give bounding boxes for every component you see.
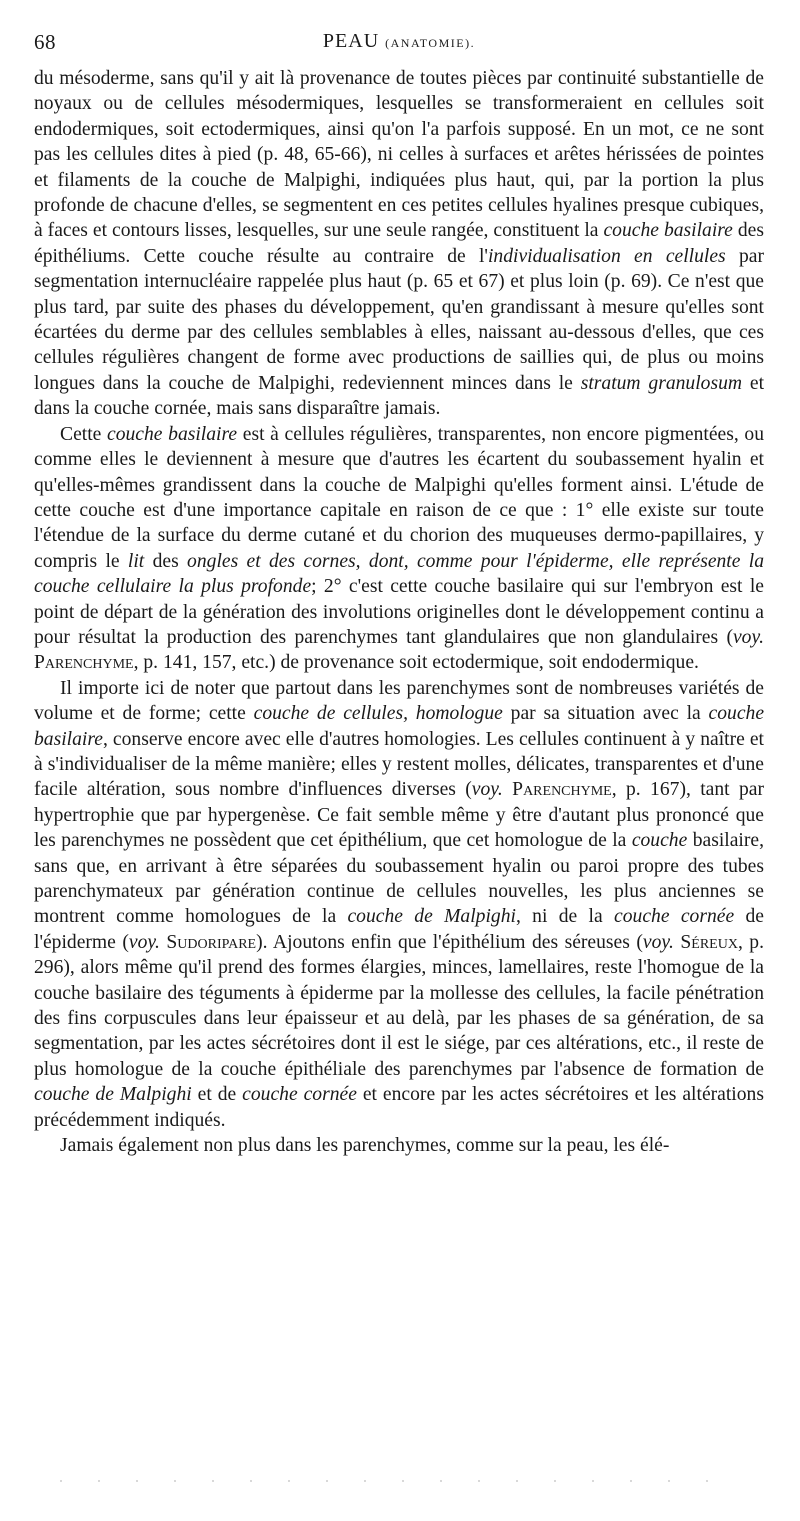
text-run: est à cellules régulières, transparentes, non encore pigmentées, ou comme elles le deviennent à mesure que d'autres les écartent du soubassement hyalin et qu'elles-mêmes grandissent dans la couche de Malpighi qu'elles forment ainsi. L'étude de cette couche est d'une importance capitale en raison de ce que : 1° elle existe sur toute l'étendue de la surface du derme cutané et du chorion des muqueuses dermo-papillaires, y compris le <box>34 423 765 572</box>
italic-run: couche basilaire <box>107 423 238 445</box>
running-subtitle: (ANATOMIE). <box>385 36 476 50</box>
text-run: par segmentation internucléaire rappelée plus haut (p. 65 et 67) et plus loin (p. 69). Ce n'est que plus tard, par suite des phases du développement, qu'en grandissant à mesure qu'elles sont écartées du derme par des cellules semblables à elles, naissant au-dessous d'elles, que ces cellules régulières changent de forme avec productions de saillies qui, de plus ou moins longues dans la couche de Malpighi, redeviennent minces dans le <box>34 245 764 394</box>
text-run: et de <box>191 1084 243 1106</box>
italic-run: couche de Malpighi <box>347 906 516 928</box>
italic-run: couche basilaire <box>603 220 733 242</box>
text-run: Il importe ici de noter que partout dans les parenchymes sont de nombreuses variétés de volume et de forme; cette <box>34 677 764 725</box>
text-run: , ni de la <box>515 906 615 928</box>
small-caps-run: Parenchyme <box>512 779 612 801</box>
text-run: , p. 167), tant par hypertrophie que par hypergenèse. Ce fait semble même y être d'autant plus prononcé que les parenchymes ne possèdent que cet épithélium, que cet homologue de la <box>34 779 764 852</box>
running-title: PEAU <box>322 30 380 52</box>
italic-run: lit <box>127 550 145 572</box>
text-run: , conserve encore avec elle d'autres homologies. Les cellules continuent à y naître et à s'individualiser de la même manière; elles y restent molles, délicates, transparentes et d'une facile altération, sous nombre d'influences diverses ( <box>34 728 764 801</box>
italic-run: couche de cellules, homologue <box>253 703 503 725</box>
small-caps-run: Séreux <box>680 931 738 953</box>
page-number: 68 <box>34 30 56 54</box>
text-run: des <box>144 550 188 572</box>
italic-run: couche cornée <box>614 906 735 928</box>
text-run: et encore par les actes sécrétoires et les altérations précédemment indiqués. <box>34 1084 764 1131</box>
italic-run: couche <box>631 830 688 852</box>
italic-run: ongles et des cornes, dont, comme pour l'épiderme, elle représente la couche cellulaire la plus profonde <box>34 550 765 598</box>
scan-artifact-dots <box>60 1480 740 1482</box>
text-run: du mésoderme, sans qu'il y ait là provenance de toutes pièces par continuité substantielle de noyaux ou de cellules mésodermiques, lesquelles se transformeraient en cellules soit endodermiques, soit ectodermiques, ainsi qu'on l'a parfois supposé. En un mot, ce ne sont pas les cellules dites à pied (p. 48, 65-66), ni celles à surfaces et arêtes hérissées de pointes et filaments de la couche de Malpighi, indiquées plus haut, qui, par la portion la plus profonde de chacune d'elles, se segmentent en ces petites cellules hyalines presque cubiques, à faces et contours lisses, lesquelles, sur une seule rangée, constituent la <box>34 68 764 242</box>
text-run: Cette <box>60 423 108 445</box>
small-caps-run: Sudoripare <box>166 931 257 953</box>
italic-run: voy. <box>471 779 503 801</box>
text-run: ; 2° c'est cette couche basilaire qui sur l'embryon est le point de départ de la génération des involutions originelles dont le développement continu a pour résultat la production des parenchymes tant glandulaires que non glandulaires ( <box>34 576 764 648</box>
italic-run: stratum granulosum <box>580 372 743 394</box>
italic-run: individualisation en cellules <box>487 245 726 267</box>
small-caps-run: Parenchyme <box>34 652 134 674</box>
italic-run: voy. <box>642 931 674 953</box>
italic-run: voy. <box>732 626 764 648</box>
text-run <box>503 779 512 800</box>
text-run: basilaire, sans que, en arrivant à être séparées du soubassement hyalin ou paroi propre des tubes parenchymateux par génération continue de cellules nouvelles, les plus anciennes se montrent comme homologues de la <box>34 830 764 928</box>
text-run: de l'épiderme ( <box>34 906 764 953</box>
paragraph <box>34 66 764 422</box>
text-run: et dans la couche cornée, mais sans disparaître jamais. <box>34 372 765 420</box>
italic-run: couche cornée <box>242 1084 357 1106</box>
page-header <box>34 30 764 66</box>
text-run: , p. 141, 157, etc.) de provenance soit ectodermique, soit endodermique. <box>133 652 699 674</box>
text-run: par sa situation avec la <box>502 703 709 725</box>
italic-run: couche basilaire <box>34 703 765 750</box>
paragraph <box>34 676 764 1133</box>
body-text <box>34 66 764 1158</box>
italic-run: couche de Malpighi <box>34 1084 192 1106</box>
text-run: , p. 296), alors même qu'il prend des formes élargies, minces, lamellaires, reste l'homogue de la couche basilaire des téguments à épiderme par la mollesse des cellules, la facile pénétration des fins corpuscules dans leur épaisseur et au delà, par les phases de sa génération, de sa segmentation, par les actes sécrétoires dont il est le siége, par ces altérations, etc., il reste de plus homologue de la couche épithéliale des parenchymes par l'absence de formation de <box>34 931 765 1080</box>
italic-run: voy. <box>128 931 160 953</box>
paragraph <box>34 1133 764 1158</box>
paragraph <box>34 422 764 676</box>
text-run: des épithéliums. Cette couche résulte au contraire de l' <box>34 220 764 267</box>
running-head <box>34 30 764 53</box>
text-run: ). Ajoutons enfin que l'épithélium des séreuses ( <box>256 931 643 953</box>
text-run: Jamais également non plus dans les parenchymes, comme sur la peau, les élé- <box>60 1135 670 1157</box>
